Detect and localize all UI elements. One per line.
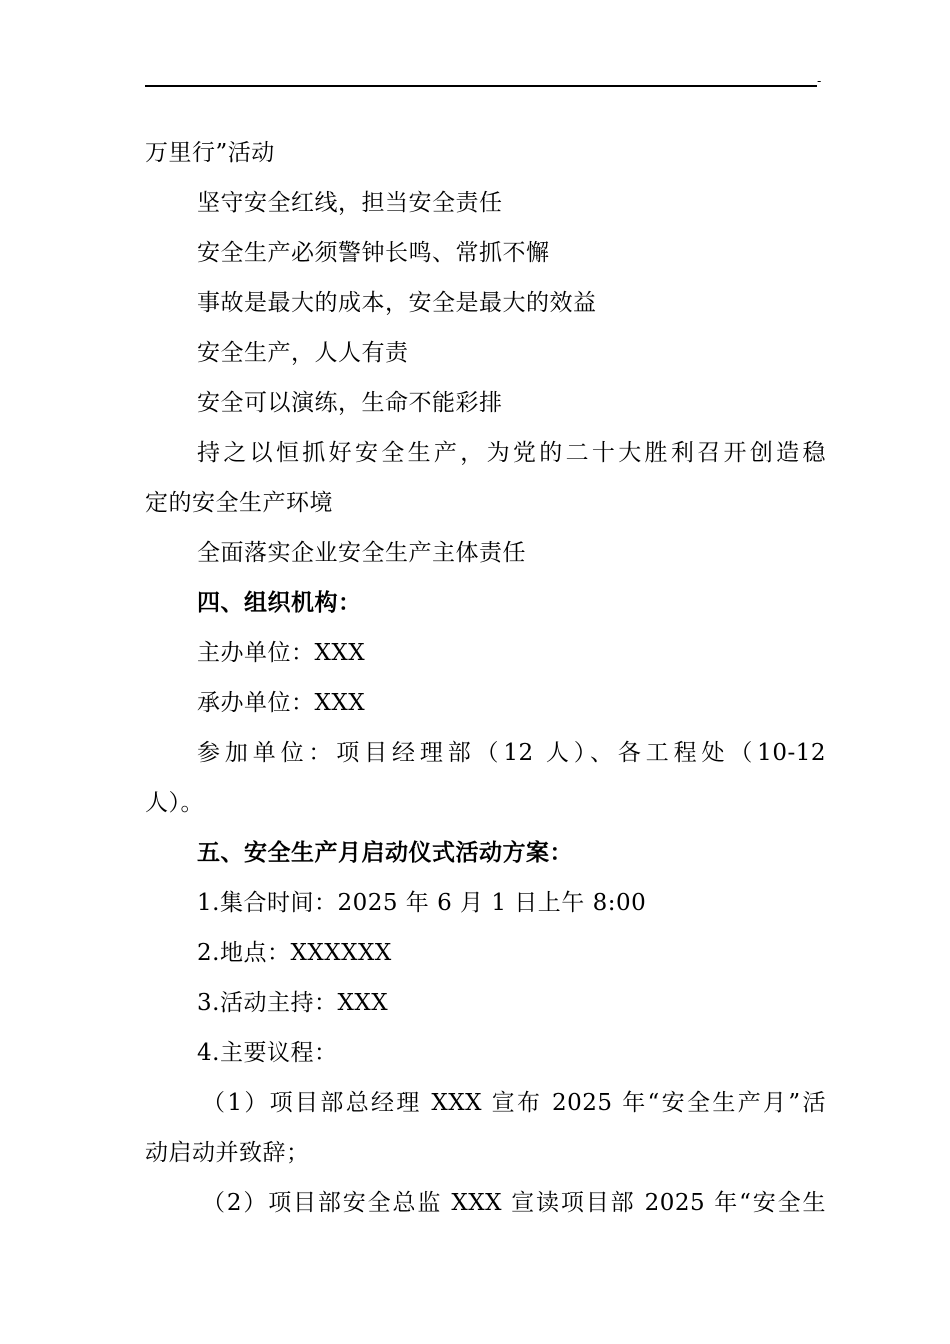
text-line: 万里行”活动 xyxy=(145,140,275,166)
section-heading-organization: 四、组织机构： xyxy=(197,589,362,616)
assembly-time-line: 1.集合时间：2025 年 6 月 1 日上午 8:00 xyxy=(197,890,647,916)
co-organizer-line: 承办单位：XXX xyxy=(197,690,366,716)
slogan-line: 坚守安全红线，担当安全责任 xyxy=(197,190,503,216)
slogan-line: 持之以恒抓好安全生产，为党的二十大胜利召开创造稳 xyxy=(197,440,826,466)
slogan-line: 安全生产，人人有责 xyxy=(197,340,409,366)
header-rule xyxy=(145,85,817,87)
slogan-line: 安全可以演练，生命不能彩排 xyxy=(197,390,503,416)
document-body xyxy=(145,128,826,1228)
agenda-item: （2）项目部安全总监 XXX 宣读项目部 2025 年“安全生 xyxy=(202,1190,826,1216)
section-heading-ceremony: 五、安全生产月启动仪式活动方案： xyxy=(197,839,573,866)
location-line: 2.地点：XXXXXX xyxy=(197,940,392,966)
slogan-line: 安全生产必须警钟长鸣、常抓不懈 xyxy=(197,240,550,266)
host-line: 3.活动主持：XXX xyxy=(197,990,389,1016)
text-line: 人）。 xyxy=(145,790,204,816)
text-line: 定的安全生产环境 xyxy=(145,490,333,516)
header-mark: - xyxy=(817,74,822,88)
agenda-heading-line: 4.主要议程： xyxy=(197,1040,338,1066)
slogan-line: 全面落实企业安全生产主体责任 xyxy=(197,540,526,566)
slogan-line: 事故是最大的成本，安全是最大的效益 xyxy=(197,290,597,316)
participants-line: 参加单位：项目经理部（12 人）、各工程处（10-12 xyxy=(197,740,826,766)
text-line: 动启动并致辞； xyxy=(145,1140,310,1166)
organizer-line: 主办单位：XXX xyxy=(197,640,366,666)
agenda-item: （1）项目部总经理 XXX 宣布 2025 年“安全生产月”活 xyxy=(202,1090,826,1116)
